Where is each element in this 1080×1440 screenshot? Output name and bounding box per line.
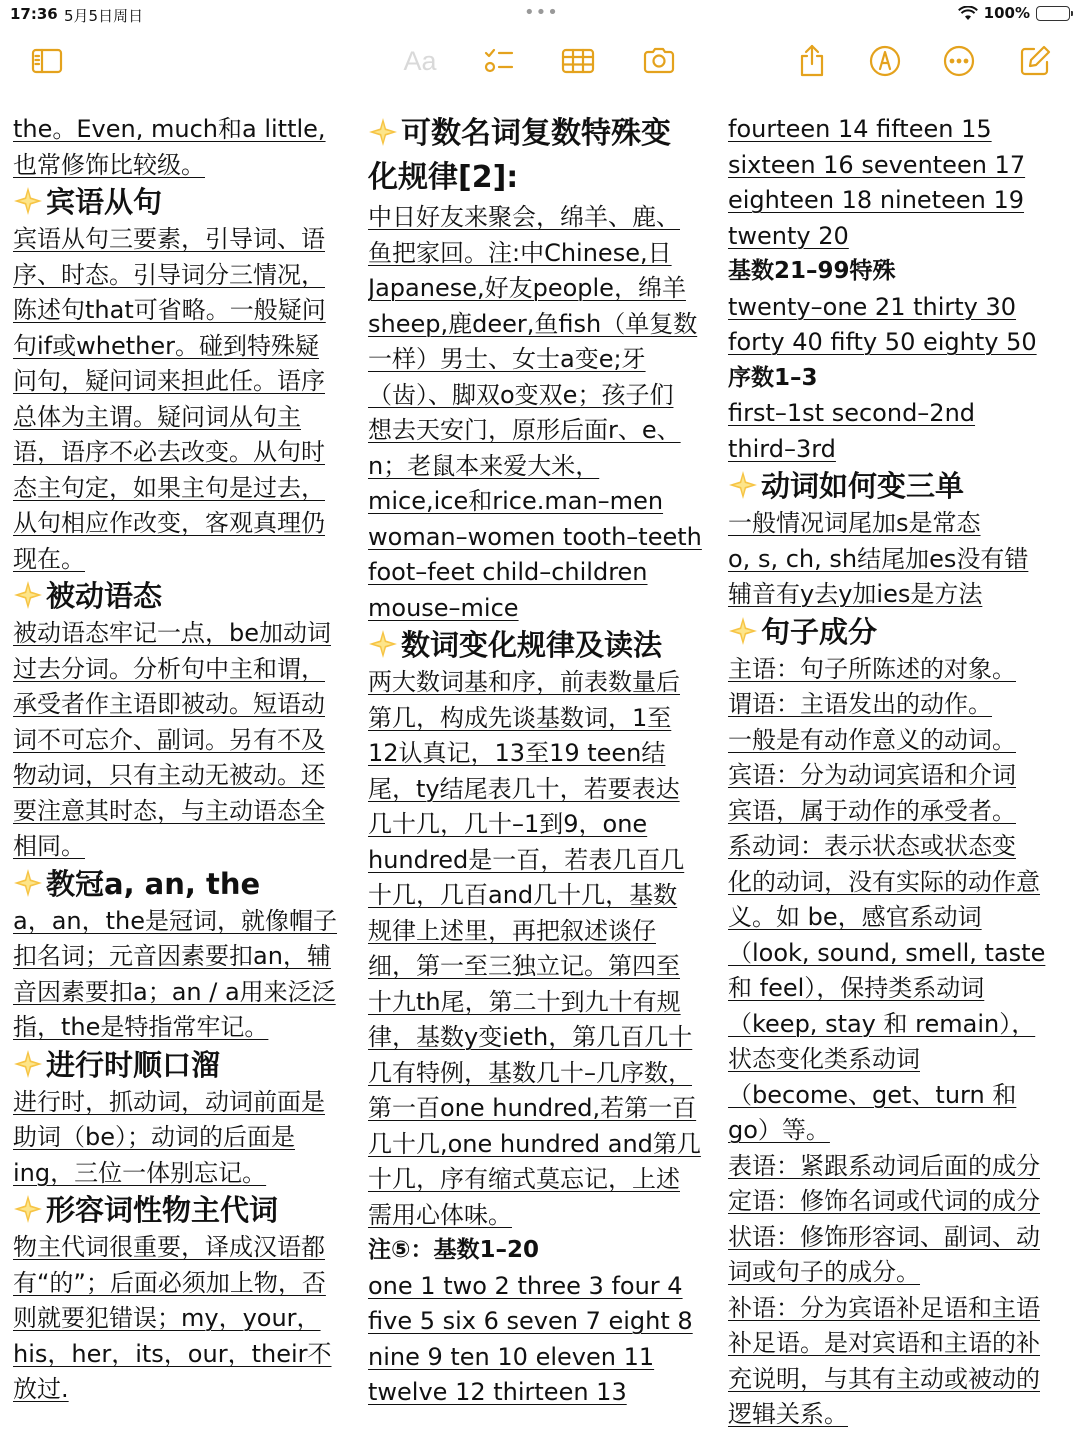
note-line-text: 也常修饰比较级。 [13, 150, 205, 179]
note-line [368, 1304, 710, 1340]
battery-icon [1036, 6, 1070, 21]
star-emoji-icon [368, 116, 398, 146]
note-line [13, 1156, 355, 1192]
note-line-text: 指，the是特指常牢记。 [13, 1013, 269, 1041]
note-line-text: 系动词：表示状态或状态变 [728, 832, 1016, 860]
note-line [13, 1085, 355, 1121]
sidebar-icon [29, 43, 65, 79]
note-line [13, 904, 355, 940]
note-line [368, 1162, 710, 1198]
note-line-text: foot–feet child–children [368, 558, 648, 586]
note-line-text: 补足语。是对宾语和主语的补 [728, 1329, 1040, 1357]
note-line-text: （齿）、脚双o变双e；孩子们 [368, 380, 674, 409]
note-line-text: 律，基数y变ieth，第几百几十 [368, 1023, 693, 1051]
note-line [13, 1120, 355, 1156]
note-line-text: forty 40 fifty 50 eighty 50 [728, 328, 1037, 356]
note-line [13, 1266, 355, 1302]
note-line [368, 271, 710, 307]
note-line-text: 宾语，属于动作的承受者。 [728, 796, 1016, 825]
note-line [13, 148, 355, 184]
note-line-text: one 1 two 2 three 3 four 4 [368, 1271, 683, 1300]
section-heading [13, 1046, 355, 1085]
note-line-text: 一般是有动作意义的动词。 [728, 725, 1016, 754]
note-line-text: 现在。 [13, 544, 85, 573]
note-line [13, 112, 355, 148]
note-line-text: 细，第一至三独立记。第四至 [368, 952, 680, 980]
note-line-text: 问句，疑问词来担此任。语序 [13, 367, 325, 395]
note-line-text: 进行时，抓动词，动词前面是 [13, 1087, 325, 1116]
note-line-text: 十几，几百and几十几，基数 [368, 881, 678, 909]
note-line-text: 要注意其时态，与主动语态全 [13, 796, 325, 825]
note-line [13, 435, 355, 471]
section-heading [728, 613, 1070, 652]
note-line-text: mice,ice和rice.man–men [368, 487, 664, 515]
note-column-1[interactable] [13, 112, 355, 1440]
note-line [728, 148, 1070, 184]
note-line-text: fourteen 14 fifteen 15 [728, 115, 992, 143]
note-line-text: 音因素要扣a；an / a用来泛泛 [13, 977, 336, 1006]
section-heading [13, 577, 355, 616]
camera-icon [641, 43, 677, 79]
note-line-text: 表语：紧跟系动词后面的成分 [728, 1151, 1040, 1180]
note-line-text: 十几，序有缩式莫忘记，上述 [368, 1165, 680, 1193]
note-line [13, 1010, 355, 1046]
note-line [368, 1020, 710, 1056]
more-button[interactable] [937, 36, 981, 86]
note-line [368, 520, 710, 556]
note-line-text: 辅音有y去y加ies是方法 [728, 580, 983, 608]
note-line [728, 1397, 1070, 1433]
note-line [728, 1078, 1070, 1114]
note-line [13, 652, 355, 688]
compose-button[interactable] [1013, 36, 1057, 86]
note-line-text: sheep,鹿deer,鱼fish（单复数 [368, 309, 698, 338]
note-line-text: （keep, stay 和 remain）， [728, 1009, 1036, 1038]
star-emoji-icon [13, 1194, 43, 1224]
note-line-text: sixteen 16 seventeen 17 [728, 150, 1026, 179]
note-line [13, 939, 355, 975]
note-line [368, 1127, 710, 1163]
note-line [728, 1184, 1070, 1220]
note-line [368, 736, 710, 772]
note-line [368, 236, 710, 272]
note-line [368, 1340, 710, 1376]
note-line [368, 1056, 710, 1092]
note-line-text: 扣名词；元音因素要扣an，辅 [13, 942, 331, 970]
note-line [368, 1375, 710, 1411]
note-line [13, 329, 355, 365]
battery-percent: 100% [983, 4, 1030, 22]
subheading: 序数1–3 [728, 364, 818, 391]
note-line [13, 723, 355, 759]
note-line [728, 1113, 1070, 1149]
note-line [728, 1326, 1070, 1362]
section-heading [13, 865, 355, 904]
note-line [13, 829, 355, 865]
note-line [728, 652, 1070, 688]
note-line [368, 1269, 710, 1305]
compose-icon [1017, 43, 1053, 79]
star-emoji-icon [368, 629, 398, 659]
note-line-text: 语，语序不必去改变。从句时 [13, 438, 325, 466]
note-line [728, 396, 1070, 432]
star-emoji-icon [728, 470, 758, 500]
note-line [368, 449, 710, 485]
note-line-text: 谓语：主语发出的动作。 [728, 690, 992, 718]
note-line-text: 序、时态。引导词分三情况， [13, 260, 325, 289]
note-line-text: 12认真记，13至19 teen结 [368, 739, 666, 767]
note-line [368, 342, 710, 378]
note-line [728, 542, 1070, 578]
heading-text: 宾语从句 [46, 185, 163, 219]
note-line [728, 432, 1070, 468]
section-heading [13, 183, 355, 222]
note-line-text: 则就要犯错误；my，your， [13, 1304, 321, 1332]
markup-button[interactable] [863, 36, 907, 86]
note-line [368, 665, 710, 701]
note-line [368, 413, 710, 449]
note-line-text: 一样）男士、女士a变e;牙 [368, 345, 646, 373]
heading-text: 形容词性物主代词 [46, 1193, 279, 1227]
note-line-text: eighteen 18 nineteen 19 [728, 186, 1025, 214]
note-line [13, 687, 355, 723]
note-line [368, 200, 710, 236]
note-line [368, 307, 710, 343]
note-line-text: twenty–one 21 thirty 30 [728, 292, 1017, 321]
note-line-text: 放过. [13, 1375, 69, 1403]
note-line-text: 句if或whether。碰到特殊疑 [13, 331, 319, 360]
more-ellipsis-icon [941, 43, 977, 79]
note-line [368, 914, 710, 950]
note-line [728, 758, 1070, 794]
subheading: 基数21–99特殊 [728, 258, 896, 284]
note-line-text: 物动词，只有主动无被动。还 [13, 761, 325, 789]
note-line [368, 772, 710, 808]
section-heading-continued: 化规律[2]: [368, 160, 519, 195]
note-line-text: a，an，the是冠词，就像帽子 [13, 906, 338, 935]
note-line [728, 1291, 1070, 1327]
note-line-text: 状语：修饰形容词、副词、动 [728, 1222, 1040, 1251]
note-line [13, 222, 355, 258]
note-line [368, 484, 710, 520]
note-line-text: 想去天安门，原形后面r、e、 [368, 416, 681, 444]
note-line [13, 1230, 355, 1266]
heading-text: 教冠a, an, the [46, 866, 261, 901]
status-bar [0, 0, 1080, 28]
note-line [368, 949, 710, 985]
note-line-text: 词或句子的成分。 [728, 1258, 920, 1286]
note-line-text: 承受者作主语即被动。短语动 [13, 690, 325, 718]
note-line-text: 充说明，与其有主动或被动的 [728, 1364, 1040, 1393]
note-line-text: 中日好友来聚会，绵羊、鹿、 [368, 203, 680, 231]
note-line-text: 第一百one hundred,若第一百 [368, 1094, 697, 1122]
note-line [13, 471, 355, 507]
subheading: 注⑤：基数1–20 [368, 1237, 539, 1263]
checklist-icon [480, 43, 516, 79]
note-line-text: 和 feel），保持类系动词 [728, 974, 985, 1002]
heading-text: 被动语态 [46, 579, 163, 613]
note-line-text: （become、get、turn 和 [728, 1080, 1017, 1109]
note-line-text: nine 9 ten 10 eleven 11 [368, 1342, 655, 1371]
note-line-text: twelve 12 thirteen 13 [368, 1378, 627, 1406]
note-line [13, 542, 355, 578]
note-line [728, 1149, 1070, 1185]
note-line-text: 逻辑关系。 [728, 1400, 848, 1428]
note-line-text: 助词（be）；动词的后面是 [13, 1123, 295, 1151]
note-line-text: 有“的”；后面必须加上物，否 [13, 1268, 326, 1297]
heading-text: 进行时顺口溜 [46, 1047, 221, 1082]
status-date: 5月5日周日 [64, 7, 144, 25]
note-line [728, 1220, 1070, 1256]
note-line-text: n；老鼠本来爱大米， [368, 451, 600, 480]
note-line-text: 需用心体味。 [368, 1200, 512, 1229]
note-line-text: 主语：句子所陈述的对象。 [728, 654, 1016, 683]
status-time: 17:36 [10, 5, 58, 23]
note-line-text: 宾语从句三要素，引导词、语 [13, 225, 325, 253]
note-line [13, 364, 355, 400]
section-heading [368, 112, 710, 156]
section-heading [13, 1191, 355, 1230]
note-line-text: 第几，构成先谈基数词，1至 [368, 703, 672, 732]
note-line [13, 293, 355, 329]
note-line-text: 几十几，几十–1到9，one [368, 810, 648, 838]
note-line [728, 865, 1070, 901]
note-line-text: （look, sound, smell, taste [728, 938, 1046, 967]
note-line-text: 一般情况词尾加s是常态 [728, 509, 981, 537]
note-line [728, 1007, 1070, 1043]
note-line [728, 506, 1070, 542]
note-line-text: five 5 six 6 seven 7 eight 8 [368, 1307, 693, 1335]
note-line [368, 555, 710, 591]
status-right [958, 4, 1070, 22]
note-line-text: 过去分词。分析句中主和谓， [13, 654, 325, 683]
markup-pen-icon [867, 43, 903, 79]
note-line-text: 词不可忘介、副词。另有不及 [13, 725, 325, 754]
camera-button[interactable] [637, 36, 681, 86]
note-line-text: 物主代词很重要，译成汉语都 [13, 1233, 325, 1261]
share-icon [794, 43, 830, 79]
note-line [368, 985, 710, 1021]
note-line [13, 1301, 355, 1337]
note-line [728, 219, 1070, 255]
table-button[interactable] [556, 36, 600, 86]
note-line [13, 1372, 355, 1408]
star-emoji-icon [728, 616, 758, 646]
note-line [13, 506, 355, 542]
note-line [368, 807, 710, 843]
star-emoji-icon [13, 580, 43, 610]
note-line [368, 701, 710, 737]
note-line-text: 化的动词，没有实际的动作意 [728, 867, 1040, 896]
checklist-button[interactable] [476, 36, 520, 86]
note-column-3[interactable] [728, 112, 1070, 1440]
note-line [13, 616, 355, 652]
note-line-text: 十九th尾，第二十到九十有规 [368, 987, 681, 1016]
section-heading [728, 467, 1070, 506]
wifi-icon [958, 6, 978, 21]
note-line-text: o, s, ch, sh结尾加es没有错 [728, 544, 1029, 573]
note-line-text: first–1st second–2nd [728, 399, 976, 427]
note-line [728, 794, 1070, 830]
note-line [728, 183, 1070, 219]
note-line [728, 1255, 1070, 1291]
heading-text: 可数名词复数特殊变 [401, 116, 671, 151]
note-line [728, 900, 1070, 936]
note-line-text: woman–women tooth–teeth [368, 522, 702, 551]
share-button[interactable] [790, 36, 834, 86]
note-line-text: 总体为主谓。疑问词从句主 [13, 402, 301, 431]
note-line [13, 758, 355, 794]
multitasking-dots-icon[interactable]: ••• [524, 2, 559, 23]
note-line [728, 936, 1070, 972]
heading-text: 数词变化规律及读法 [401, 628, 663, 662]
heading-text: 动词如何变三单 [761, 469, 965, 503]
note-line [728, 723, 1070, 759]
section-heading [368, 626, 710, 665]
note-line [728, 290, 1070, 326]
note-line [728, 577, 1070, 613]
note-line-text: 状态变化类系动词 [728, 1045, 920, 1073]
note-line-text: 被动语态牢记一点，be加动词 [13, 619, 331, 647]
star-emoji-icon [13, 868, 43, 898]
note-line [368, 591, 710, 627]
note-line-text: ing，三位一体别忘记。 [13, 1158, 267, 1187]
table-icon [560, 43, 596, 79]
note-line-text: hundred是一百，若表几百几 [368, 845, 685, 874]
note-line-text: 陈述句that可省略。一般疑问 [13, 296, 326, 324]
note-line-text: 态主句定，如果主句是过去， [13, 473, 325, 502]
note-line [13, 975, 355, 1011]
note-line [728, 325, 1070, 361]
note-line-text: Japanese,好友people，绵羊 [368, 274, 686, 302]
note-line-text: 几十几,one hundred and第几 [368, 1129, 701, 1158]
heading-text: 句子成分 [761, 614, 878, 649]
note-line-text: 鱼把家回。注:中Chinese,日 [368, 238, 672, 267]
note-line-text: go）等。 [728, 1116, 830, 1144]
note-line [368, 1091, 710, 1127]
note-line-text: 宾语：分为动词宾语和介词 [728, 761, 1016, 789]
note-line [13, 1337, 355, 1373]
note-line-text: twenty 20 [728, 221, 849, 250]
note-line-text: mouse–mice [368, 593, 519, 622]
note-column-2[interactable] [368, 112, 710, 1440]
note-line [368, 1198, 710, 1234]
note-line-text: 补语：分为宾语补足语和主语 [728, 1293, 1040, 1322]
note-line-text: 尾，ty结尾表几十，若要表达 [368, 774, 680, 803]
note-line [13, 400, 355, 436]
note-line [368, 843, 710, 879]
note-line-text: 相同。 [13, 832, 85, 860]
note-line [728, 1042, 1070, 1078]
star-emoji-icon [13, 1049, 43, 1079]
sidebar-toggle-button[interactable] [25, 36, 69, 86]
note-line-text: 义。如 be，感官系动词 [728, 903, 982, 931]
note-line [368, 878, 710, 914]
note-line [368, 378, 710, 414]
note-line [728, 971, 1070, 1007]
note-line-text: 两大数词基和序，前表数量后 [368, 668, 680, 696]
note-line-text: his，her，its，our，their不 [13, 1339, 332, 1368]
note-line-text: third–3rd [728, 434, 836, 463]
star-emoji-icon [13, 186, 43, 216]
note-line [13, 258, 355, 294]
note-line [728, 1362, 1070, 1398]
note-line-text: 从句相应作改变，客观真理仍 [13, 509, 325, 537]
note-line-text: 几有特例，基数几十–几序数， [368, 1058, 692, 1087]
note-line [728, 829, 1070, 865]
notes-toolbar [0, 36, 1080, 86]
note-line [728, 112, 1070, 148]
format-button[interactable]: Aa [403, 45, 437, 76]
note-line-text: 定语：修饰名词或代词的成分 [728, 1187, 1040, 1215]
note-line [728, 687, 1070, 723]
note-line-text: 规律上述里，再把叙述谈仔 [368, 916, 656, 945]
note-line [13, 794, 355, 830]
note-line-text: the。Even, much和a little, [13, 115, 326, 143]
